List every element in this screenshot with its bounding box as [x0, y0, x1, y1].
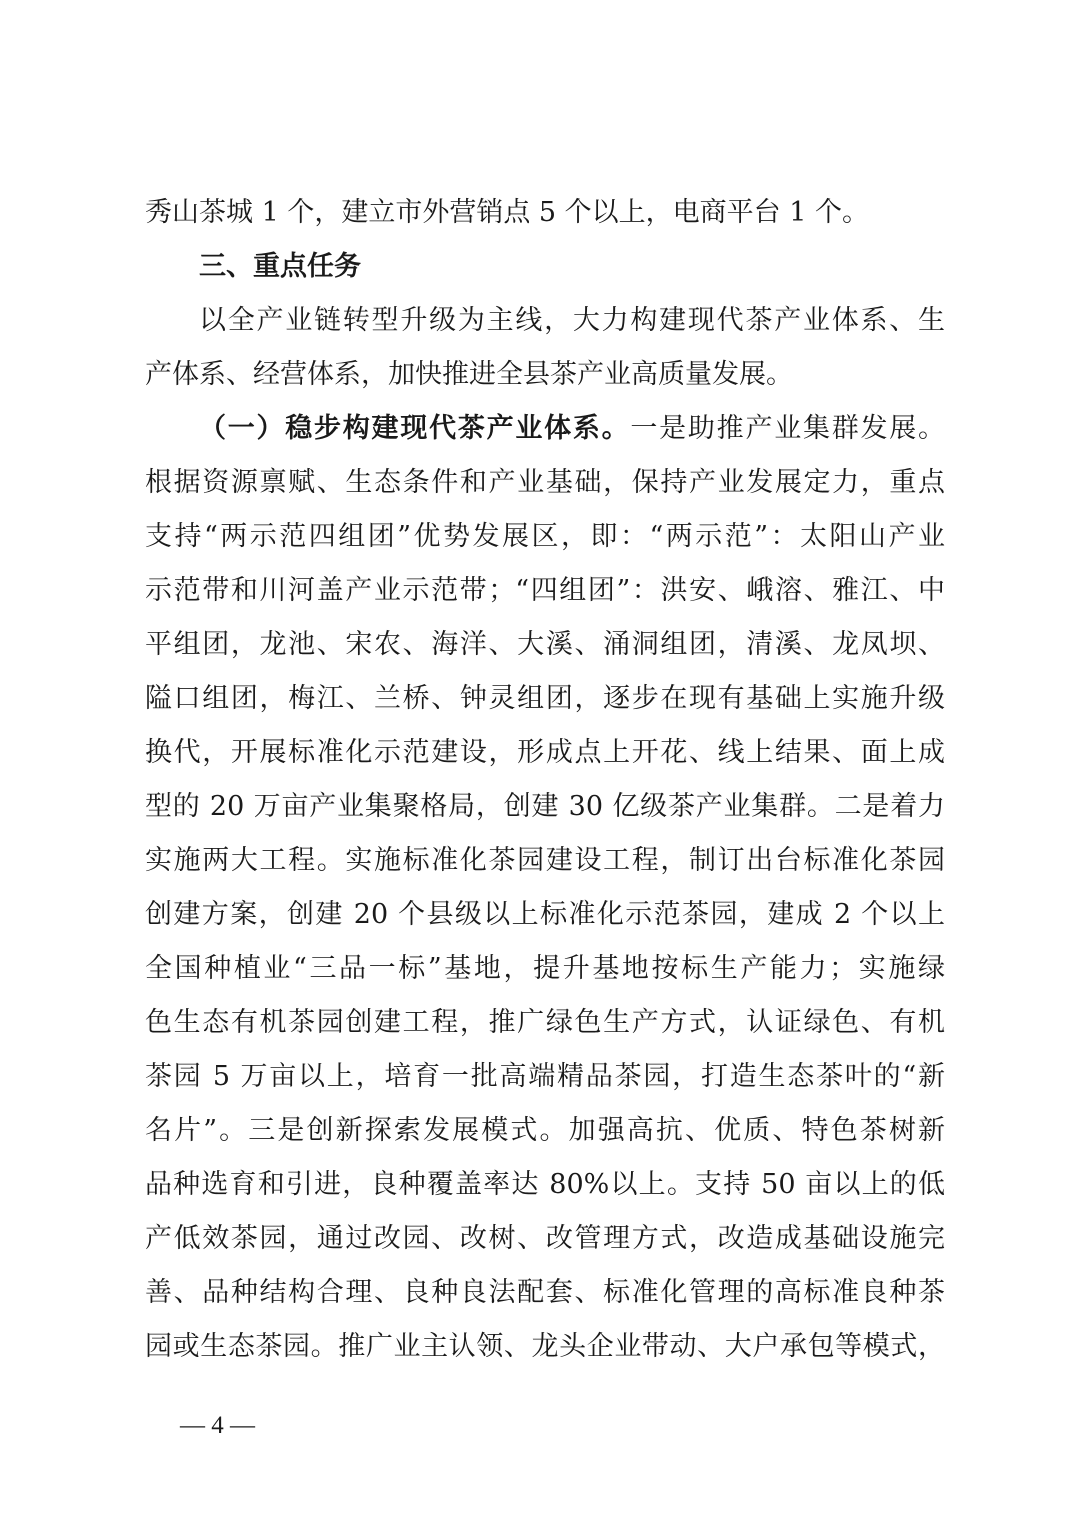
- document-page: [145, 186, 945, 1374]
- text-line: 园或生态茶园。推广业主认领、龙头企业带动、大户承包等模式，: [145, 1331, 945, 1362]
- text-line: [145, 402, 945, 456]
- page-number: — 4 —: [180, 1412, 255, 1439]
- text-line: 名片”。三是创新探索发展模式。加强高抗、优质、特色茶树新: [145, 1115, 945, 1146]
- text-line: 产体系、经营体系，加快推进全县茶产业高质量发展。: [145, 359, 793, 390]
- text-line: 隘口组团，梅江、兰桥、钟灵组团，逐步在现有基础上实施升级: [145, 683, 945, 714]
- text-run: 一是助推产业集群发展。: [630, 413, 945, 444]
- text-line: 平组团，龙池、宋农、海洋、大溪、涌洞组团，清溪、龙凤坝、: [145, 629, 945, 660]
- text-line: 色生态有机茶园创建工程，推广绿色生产方式，认证绿色、有机: [145, 1007, 945, 1038]
- text-line: 示范带和川河盖产业示范带；“四组团”：洪安、峨溶、雅江、中: [145, 575, 945, 606]
- text-line: 品种选育和引进，良种覆盖率达 80%以上。支持 50 亩以上的低: [145, 1169, 945, 1200]
- text-line: 型的 20 万亩产业集聚格局，创建 30 亿级茶产业集群。二是着力: [145, 791, 945, 822]
- text-line: 以全产业链转型升级为主线，大力构建现代茶产业体系、生: [199, 305, 945, 336]
- section-heading: 三、重点任务: [199, 251, 361, 282]
- text-line: 根据资源禀赋、生态条件和产业基础，保持产业发展定力，重点: [145, 467, 945, 498]
- text-line: 创建方案，创建 20 个县级以上标准化示范茶园，建成 2 个以上: [145, 899, 945, 930]
- text-line: 产低效茶园，通过改园、改树、改管理方式，改造成基础设施完: [145, 1223, 945, 1254]
- text-line: 全国种植业“三品一标”基地，提升基地按标生产能力；实施绿: [145, 953, 945, 984]
- text-line: 善、品种结构合理、良种良法配套、标准化管理的高标准良种茶: [145, 1277, 945, 1308]
- text-line: 支持“两示范四组团”优势发展区，即：“两示范”：太阳山产业: [145, 521, 945, 552]
- text-line: 秀山茶城 1 个，建立市外营销点 5 个以上，电商平台 1 个。: [145, 197, 870, 228]
- text-line: 茶园 5 万亩以上，培育一批高端精品茶园，打造生态茶叶的“新: [145, 1061, 945, 1092]
- text-line: 实施两大工程。实施标准化茶园建设工程，制订出台标准化茶园: [145, 845, 945, 876]
- text-line: 换代，开展标准化示范建设，形成点上开花、线上结果、面上成: [145, 737, 945, 768]
- subsection-heading: （一）稳步构建现代茶产业体系。: [199, 413, 631, 444]
